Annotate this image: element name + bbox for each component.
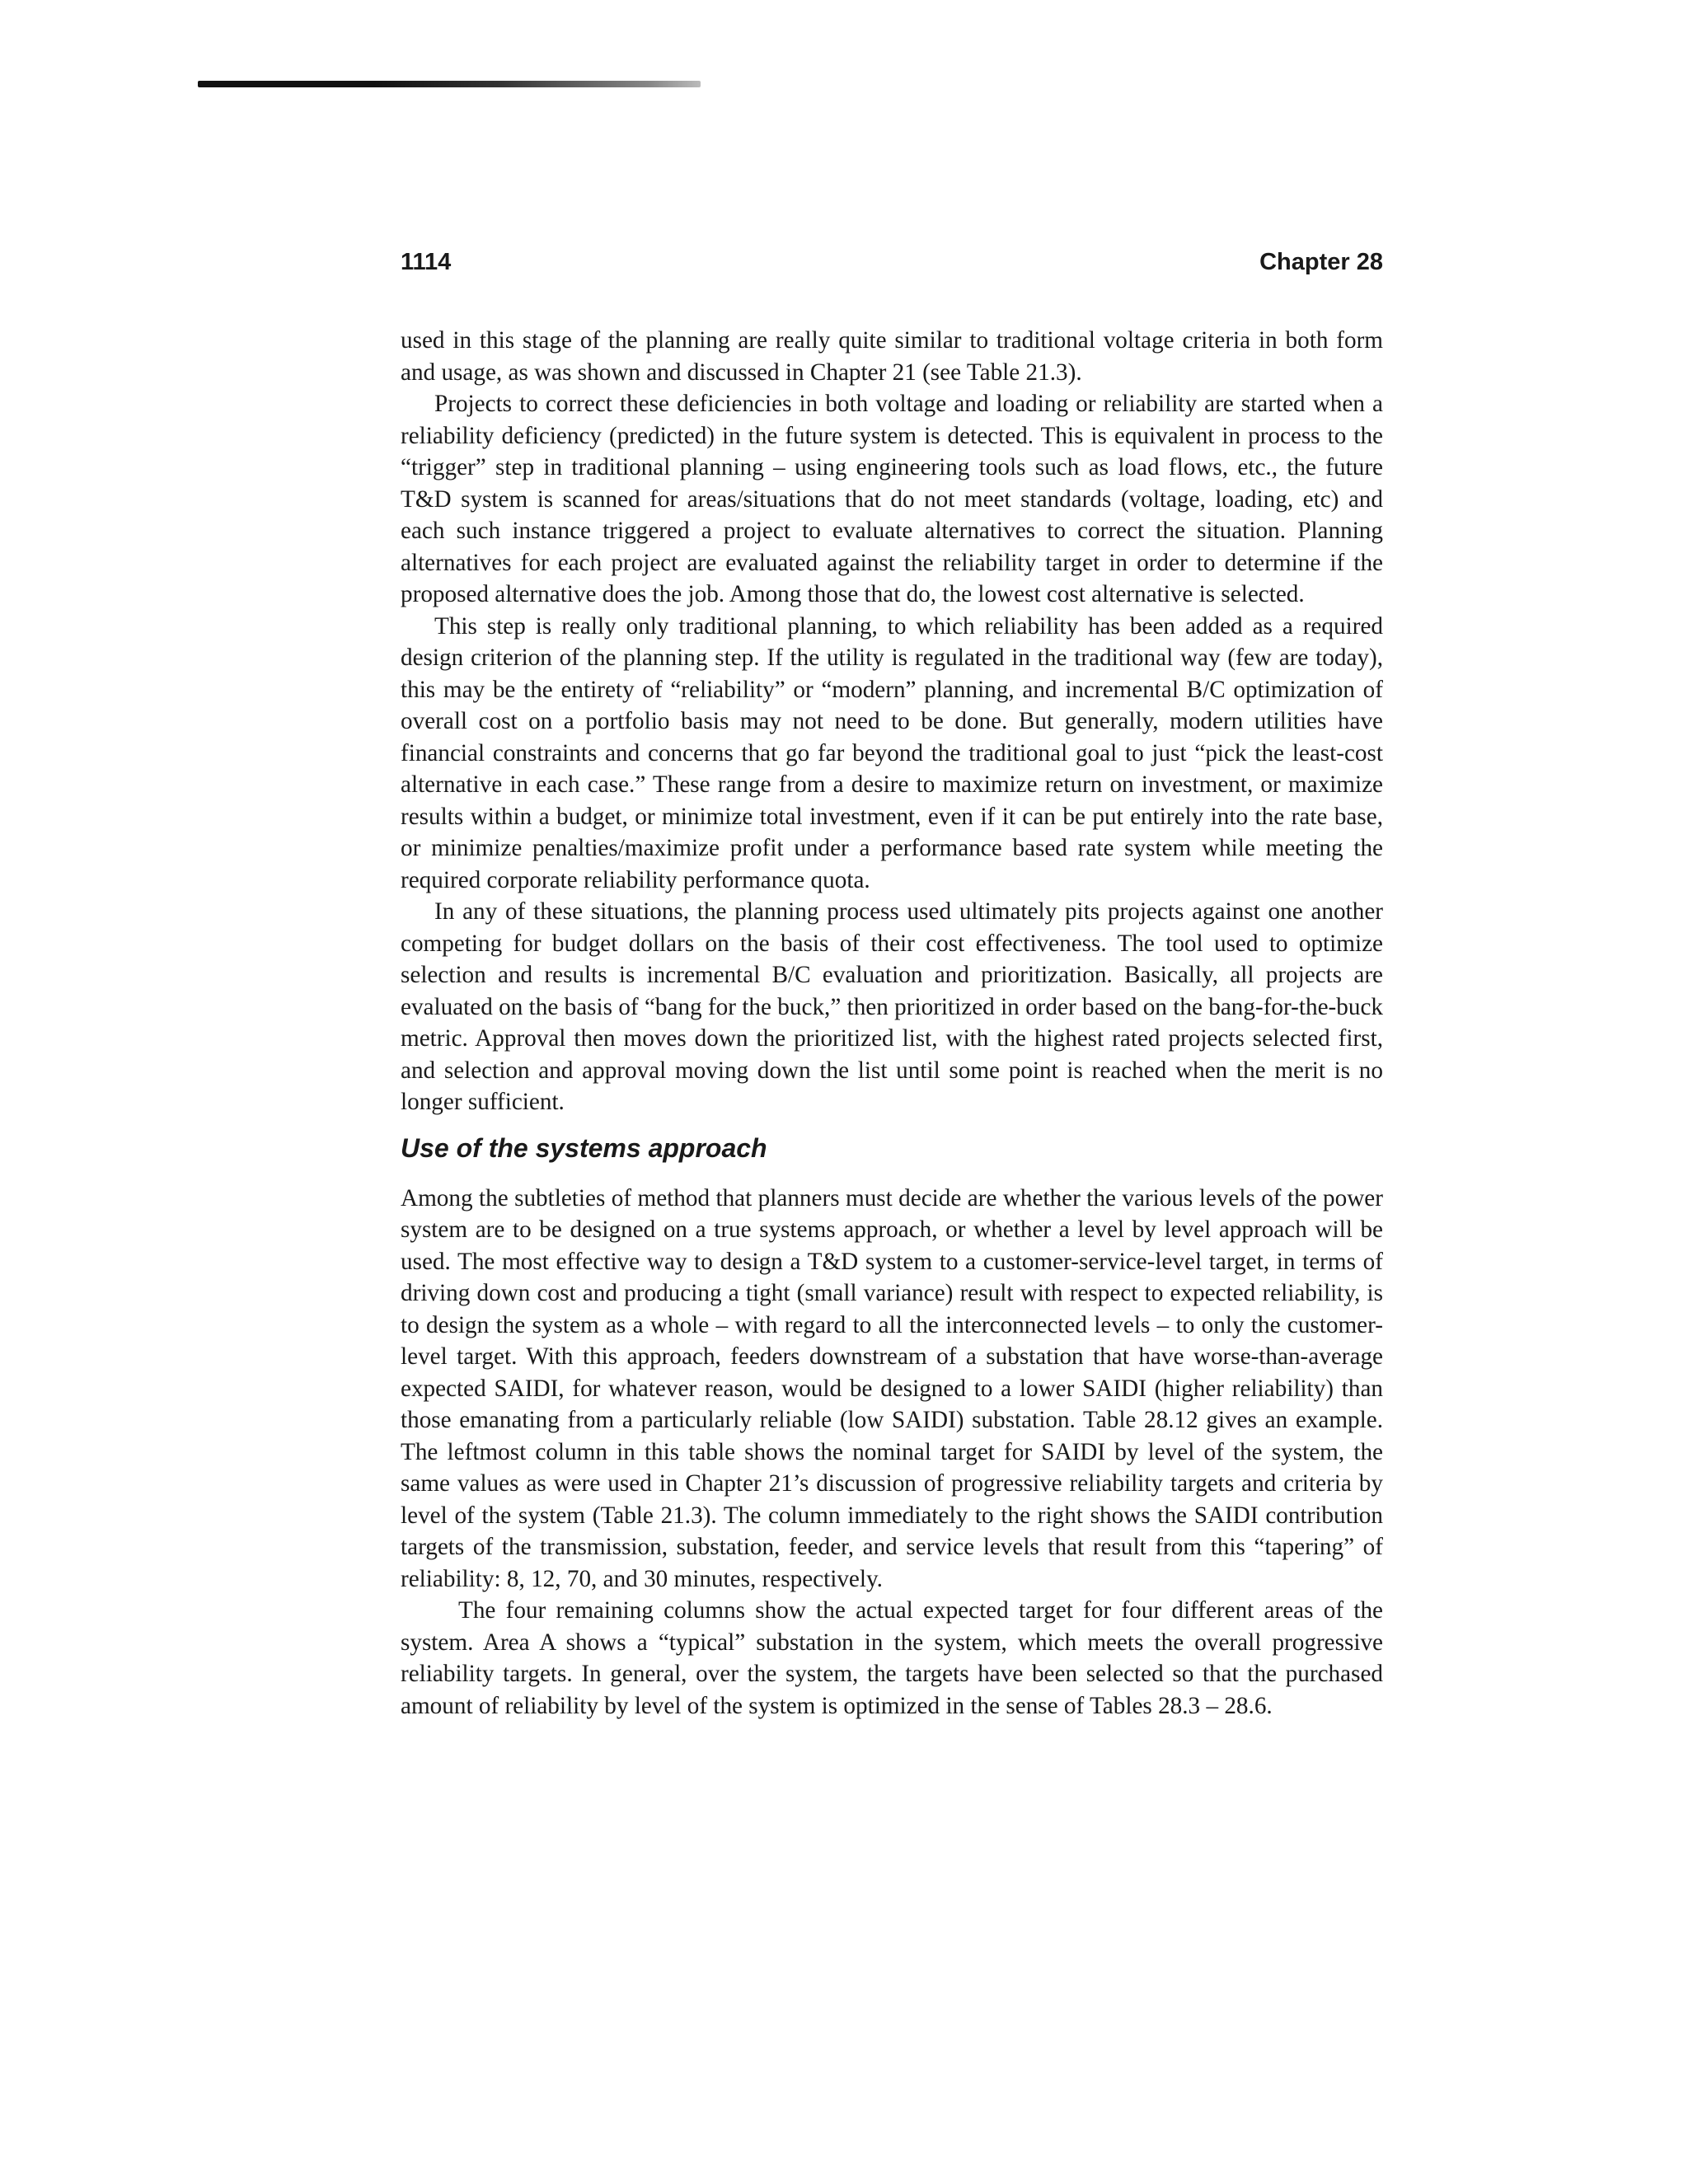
paragraph-budget-competition: In any of these situations, the planning process used ultimately pits projects against one another competing for budget dollars on the basis of their cost effectiveness. The tool used to optimize selection and results is incremental B/C evaluation and prioritization. Basically, all projects are evaluated on the basis of “bang for the buck,” then prioritized in order based on the bang-for-the-buck metric. Approval then moves down the prioritized list, with the highest rated projects selected first, and selection and approval moving down the list until some point is reached when the merit is no longer sufficient. (401, 898, 1383, 1115)
page-header (401, 249, 1383, 290)
top-rule (198, 81, 701, 87)
chapter-label: Chapter 28 (1259, 249, 1383, 275)
page-number: 1114 (401, 249, 452, 275)
paragraph-continuation: used in this stage of the planning are really quite similar to traditional voltage criteria in both form and usage, as was shown and discussed in Chapter 21 (see Table 21.3). (401, 327, 1383, 386)
paragraph-remaining-columns: The four remaining columns show the actual expected target for four different areas of the system. Area A shows a “typical” substation in the system, which meets the overall progressive reliability targets. In general, over the system, the targets have been selected so that the purchased amount of reliability by level of the system is optimized in the sense of Tables 28.3 – 28.6. (401, 1597, 1383, 1719)
section-heading: Use of the systems approach (401, 1132, 767, 1163)
paragraph-traditional-planning: This step is really only traditional planning, to which reliability has been added as a required design criterion of the planning step. If the utility is regulated in the traditional way (few are today), this may be the entirety of “reliability” or “modern” planning, and incremental B/C optimization of overall cost on a portfolio basis may not need to be done. But generally, modern utilities have financial constraints and concerns that go far beyond the traditional goal to just “pick the least-cost alternative in each case.” These range from a desire to maximize return on investment, or maximize results within a budget, or minimize total investment, even if it can be put entirely into the rate base, or minimize penalties/maximize profit under a performance based rate system while meeting the required corporate reliability performance quota. (401, 612, 1383, 893)
paragraph-projects: Projects to correct these deficiencies in both voltage and loading or reliability are started when a reliability deficiency (predicted) in the future system is detected. This is equivalent in process to the “trigger” step in traditional planning – using engineering tools such as load flows, etc., the future T&D system is scanned for areas/situations that do not meet standards (voltage, loading, etc) and each such instance triggered a project to evaluate alternatives to correct the situation. Planning alternatives for each project are evaluated against the reliability target in order to determine if the proposed alternative does the job. Among those that do, the lowest cost alternative is selected. (401, 391, 1383, 607)
body-text (401, 325, 1383, 1722)
paragraph-systems-approach: Among the subtleties of method that planners must decide are whether the various levels of the power system are to be designed on a true systems approach, or whether a level by level approach will be used. The most effective way to design a T&D system to a customer-service-level target, in terms of driving down cost and producing a tight (small variance) result with respect to expected reliability, is to design the system as a whole – with regard to all the interconnected levels – to only the customer-level target. With this approach, feeders downstream of a substation that have worse-than-average expected SAIDI, for whatever reason, would be designed to a lower SAIDI (higher reliability) than those emanating from a particularly reliable (low SAIDI) substation. Table 28.12 gives an example. The leftmost column in this table shows the nominal target for SAIDI by level of the system, the same values as were used in Chapter 21’s discussion of progressive reliability targets and criteria by level of the system (Table 21.3). The column immediately to the right shows the SAIDI contribution targets of the transmission, substation, feeder, and service levels that result from this “tapering” of reliability: 8, 12, 70, and 30 minutes, respectively. (401, 1184, 1383, 1592)
